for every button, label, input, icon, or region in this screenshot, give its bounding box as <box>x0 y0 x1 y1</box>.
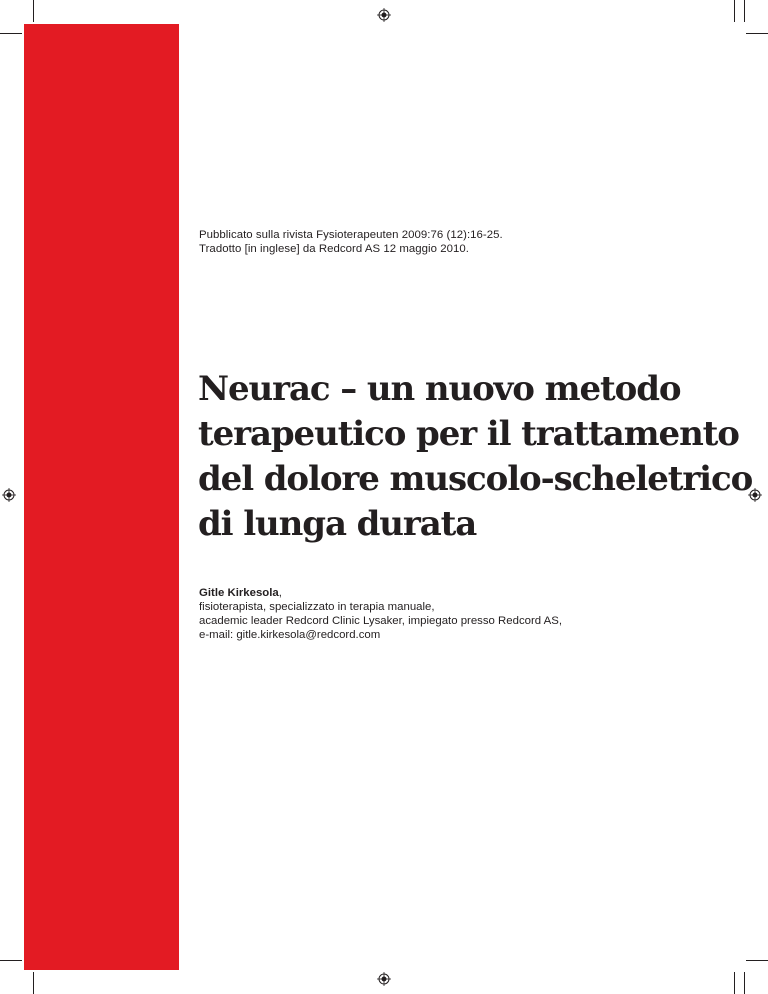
title-line: terapeutico per il trattamento <box>198 414 739 454</box>
registration-mark-icon <box>377 972 391 986</box>
crop-mark <box>734 972 735 994</box>
publication-info <box>199 228 503 256</box>
translation-line: Tradotto [in inglese] da Redcord AS 12 maggio 2010. <box>199 243 469 255</box>
author-name-suffix: , <box>278 587 282 599</box>
crop-mark <box>746 33 768 34</box>
red-side-band <box>24 24 179 970</box>
crop-mark <box>0 33 22 34</box>
crop-mark <box>0 960 22 961</box>
title-line: del dolore muscolo-scheletrico <box>198 459 753 499</box>
article-title <box>198 367 752 547</box>
author-name: Gitle Kirkesola <box>199 587 279 599</box>
crop-mark <box>33 972 34 994</box>
author-info <box>199 586 562 642</box>
author-profession: fisioterapista, specializzato in terapia manuale, <box>199 601 435 613</box>
crop-mark <box>33 0 34 22</box>
author-email: e-mail: gitle.kirkesola@redcord.com <box>199 629 381 641</box>
title-line: Neurac – un nuovo metodo <box>198 369 681 409</box>
title-line: di lunga durata <box>198 504 477 544</box>
author-affiliation: academic leader Redcord Clinic Lysaker, impiegato presso Redcord AS, <box>199 615 562 627</box>
crop-mark <box>734 0 735 22</box>
author-name-line <box>199 586 562 600</box>
crop-mark <box>744 0 745 22</box>
crop-mark <box>744 972 745 994</box>
publication-line: Pubblicato sulla rivista Fysioterapeuten 2009:76 (12):16-25. <box>199 229 503 241</box>
registration-mark-icon <box>2 488 16 502</box>
crop-mark <box>746 960 768 961</box>
registration-mark-icon <box>377 8 391 22</box>
